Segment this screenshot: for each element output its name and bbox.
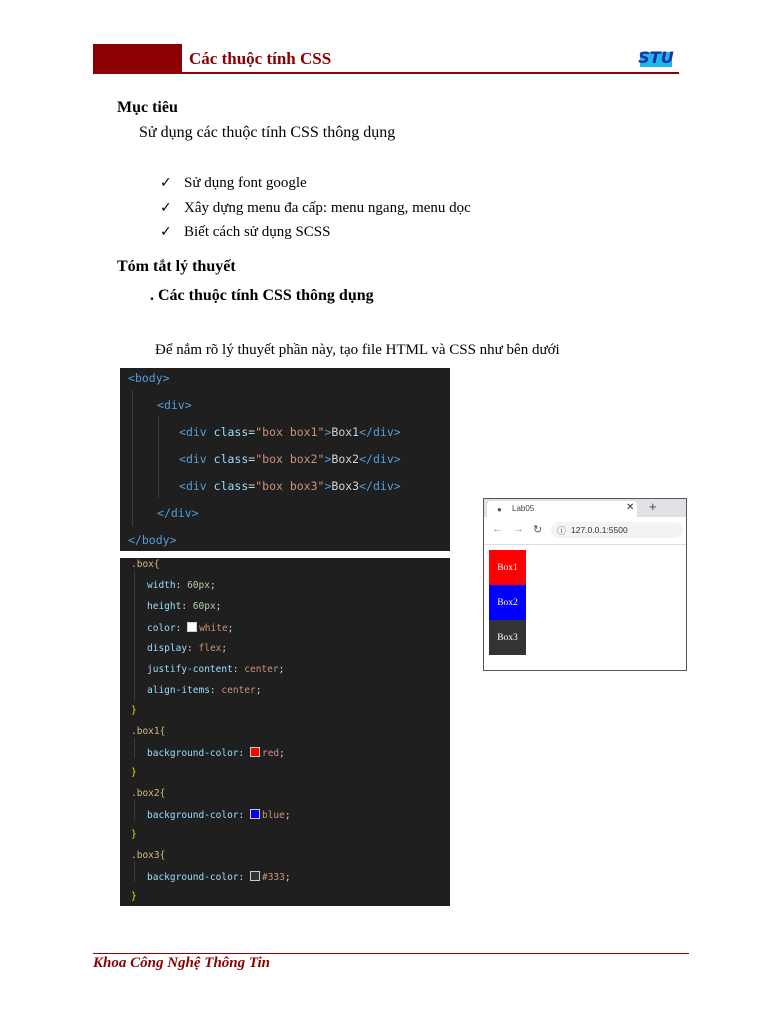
code-line: <div class="box box1">Box1</div> [179, 425, 401, 439]
stu-logo: STU [638, 48, 674, 67]
check-icon: ✓ [160, 175, 172, 191]
code-line: } [131, 891, 137, 902]
address-bar [484, 517, 686, 545]
footer-rule [93, 953, 689, 954]
objectives-heading: Mục tiêu [117, 99, 178, 116]
code-line: background-color: red; [147, 748, 285, 759]
browser-tabbar [484, 499, 686, 517]
browser-preview [483, 498, 687, 671]
code-line: color: white; [147, 623, 234, 634]
objective-item: ✓ Biết cách sử dụng SCSS [160, 224, 331, 240]
code-line: } [131, 767, 137, 778]
code-line: width: 60px; [147, 580, 216, 591]
code-line: .box3{ [131, 850, 166, 861]
code-line: <div> [157, 398, 192, 412]
code-line: background-color: #333; [147, 872, 291, 883]
footer-text: Khoa Công Nghệ Thông Tin [93, 955, 270, 971]
color-swatch [250, 747, 260, 757]
tab-title: Lab05 [512, 504, 535, 513]
color-swatch [250, 871, 260, 881]
code-line: background-color: blue; [147, 810, 291, 821]
close-icon[interactable]: ✕ [626, 502, 635, 513]
code-line: .box1{ [131, 726, 166, 737]
header-rule [93, 72, 679, 74]
objective-item: ✓ Xây dựng menu đa cấp: menu ngang, menu dọc [160, 200, 471, 216]
color-swatch [250, 809, 260, 819]
objectives-intro: Sử dụng các thuộc tính CSS thông dụng [139, 124, 396, 141]
objective-item: ✓ Sử dụng font google [160, 175, 307, 191]
code-line: align-items: center; [147, 685, 262, 696]
code-line: height: 60px; [147, 601, 222, 612]
color-swatch [187, 622, 197, 632]
code-line: <body> [128, 371, 170, 385]
box2: Box2 [489, 585, 526, 620]
code-line: justify-content: center; [147, 664, 285, 675]
code-line: display: flex; [147, 643, 228, 654]
code-line: <div class="box box2">Box2</div> [179, 452, 401, 466]
code-line: } [131, 705, 137, 716]
css-code-panel [120, 558, 450, 906]
page-title: Các thuộc tính CSS [189, 49, 332, 68]
summary-intro: Để nắm rõ lý thuyết phần này, tạo file HTML và CSS như bên dưới [155, 342, 560, 358]
code-line: </body> [128, 533, 177, 547]
header-accent-block [93, 44, 182, 73]
html-code-panel [120, 368, 450, 551]
back-icon[interactable]: ← [492, 523, 503, 535]
code-line: .box2{ [131, 788, 166, 799]
code-line: </div> [157, 506, 199, 520]
globe-icon: ● [497, 505, 502, 514]
code-line: <div class="box box3">Box3</div> [179, 479, 401, 493]
url-input[interactable]: ⓘ 127.0.0.1:5500 [551, 522, 683, 538]
new-tab-icon[interactable]: + [649, 499, 657, 514]
reload-icon[interactable]: ↻ [533, 524, 543, 536]
check-icon: ✓ [160, 224, 172, 240]
browser-tab[interactable] [487, 501, 637, 517]
box3: Box3 [489, 620, 526, 655]
code-line: .box{ [131, 559, 160, 570]
forward-icon[interactable]: → [513, 523, 524, 535]
info-icon: ⓘ [557, 526, 567, 536]
summary-heading: Tóm tắt lý thuyết [117, 258, 236, 275]
check-icon: ✓ [160, 200, 172, 216]
summary-subheading: . Các thuộc tính CSS thông dụng [150, 287, 374, 304]
box1: Box1 [489, 550, 526, 585]
code-line: } [131, 829, 137, 840]
